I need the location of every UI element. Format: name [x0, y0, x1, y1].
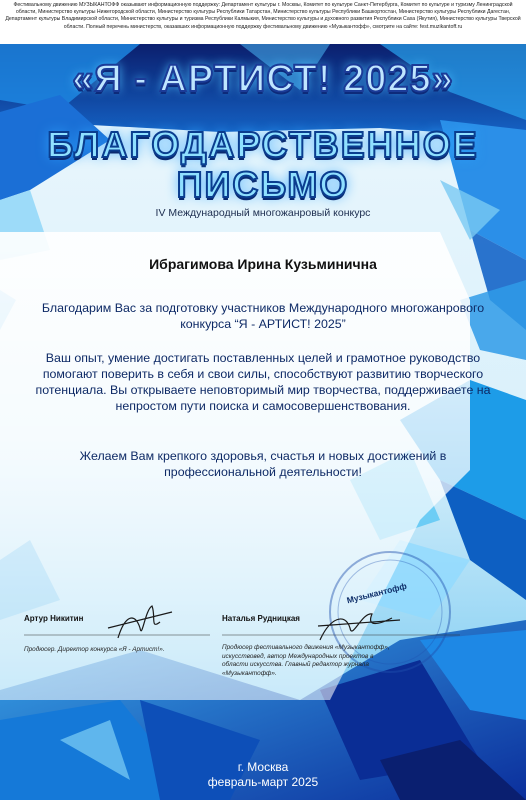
signer-left-name: Артур Никитин [24, 614, 84, 623]
document-title-line2: ПИСЬМО [176, 164, 350, 205]
paragraph-thanks: Благодарим Вас за подготовку участников Международного многожанрового конкурса “Я - АРТИСТ! 2025” [41, 301, 485, 331]
footer-dates: февраль-март 2025 [207, 775, 319, 789]
signer-right-role-line2: искусствовед, автор Международных проектов в [222, 652, 374, 660]
document-title-line1: БЛАГОДАРСТВЕННОЕ [47, 124, 479, 165]
signer-right-role-line4: «Музыкантофф». [222, 669, 277, 677]
paragraph-wishes: Желаем Вам крепкого здоровья, счастья и новых достижений в профессиональной деятельности! [79, 449, 447, 479]
brand-badge: Музыкантофф [345, 580, 408, 606]
header-notice: Фестивальному движению МУЗЫКАНТОФФ оказывают информационную поддержку: Департамент культуры г. Москвы, Комитет по культуре Санкт-Петербурга, Комитет по культуре и туризму Ленинградской области, Министерство культуры Нижегородской области, Министерство культуры Республики Татарстан, Министерство культуры Республики Башкортостан, Министерство культуры Республики Дагестан, Департамент культуры Владимирской области, Министерство культуры и туризма Республики Калмыкия, Министерство культуры и духовного развития Республики Саха (Якутия), Министерство культуры Тверской области. Полный перечень министерств, оказавших информационную поддержку фестивальному движению «Музыкантофф», смотрите на сайте: fest.muzikantoff.ru [5, 2, 521, 30]
event-title: «Я - АРТИСТ! 2025» [72, 58, 454, 100]
paragraph-body: Ваш опыт, умение достигать поставленных целей и грамотное руководство помогают поверить в себя и свои силы, способствуют развитию творческого потенциала. Вы открываете неповторимый мир творчества, поддерживаете на непростом пути поиска и самосовершенствования. [35, 351, 491, 413]
recipient-name: Ибрагимова Ирина Кузьминична [149, 256, 377, 272]
subtitle: IV Международный многожанровый конкурс [155, 207, 371, 219]
signer-right-role-line1: Продюсер фестивального движения «Музыкантофф», [222, 644, 390, 651]
footer-city: г. Москва [237, 760, 289, 774]
signer-left-role: Продюсер. Директор конкурса «Я - Артист!». [24, 646, 165, 653]
signer-right-role-line3: области искусства. Главный редактор журнала [222, 661, 369, 669]
signer-right-name: Наталья Рудницкая [222, 614, 300, 623]
